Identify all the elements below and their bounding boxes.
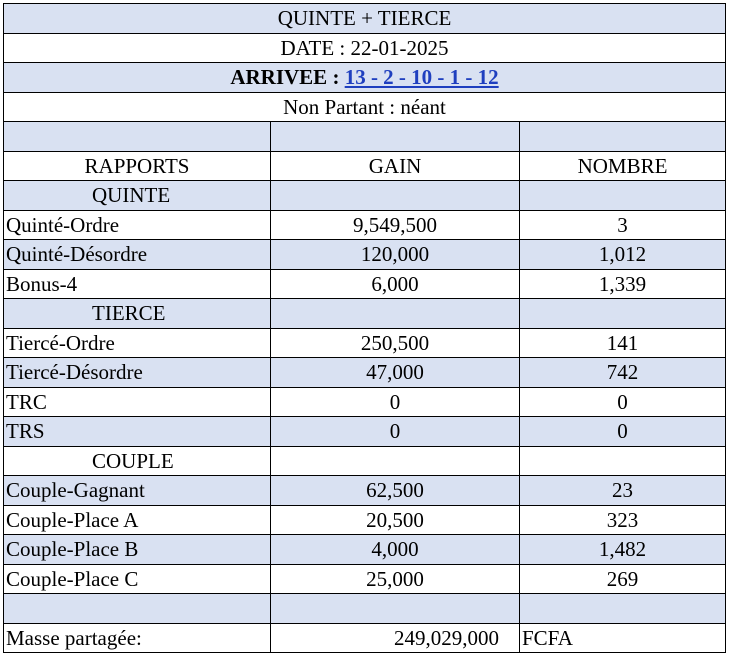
row-gain: 25,000 bbox=[271, 564, 520, 594]
table-row bbox=[4, 358, 726, 388]
table-row bbox=[4, 476, 726, 506]
section-row-quinte bbox=[4, 181, 726, 211]
row-nombre: 323 bbox=[520, 505, 726, 535]
row-label: Couple-Place C bbox=[4, 564, 271, 594]
title-row bbox=[4, 4, 726, 34]
row-nombre: 1,012 bbox=[520, 240, 726, 270]
row-gain: 62,500 bbox=[271, 476, 520, 506]
row-nombre: 0 bbox=[520, 387, 726, 417]
date-row bbox=[4, 33, 726, 63]
section-title-quinte: QUINTE bbox=[4, 181, 271, 211]
col-gain: GAIN bbox=[271, 151, 520, 181]
table-row bbox=[4, 564, 726, 594]
arrivee bbox=[4, 63, 726, 93]
non-partant-row bbox=[4, 92, 726, 122]
row-nombre: 1,482 bbox=[520, 535, 726, 565]
table-row bbox=[4, 505, 726, 535]
row-nombre: 269 bbox=[520, 564, 726, 594]
row-gain: 6,000 bbox=[271, 269, 520, 299]
section-row-couple bbox=[4, 446, 726, 476]
non-partant: Non Partant : néant bbox=[4, 92, 726, 122]
row-gain: 0 bbox=[271, 387, 520, 417]
table-row bbox=[4, 387, 726, 417]
table-row bbox=[4, 210, 726, 240]
table-row bbox=[4, 535, 726, 565]
section-row-tierce bbox=[4, 299, 726, 329]
row-nombre: 1,339 bbox=[520, 269, 726, 299]
arrivee-label: ARRIVEE : bbox=[230, 65, 345, 90]
column-header-row bbox=[4, 151, 726, 181]
row-label: TRC bbox=[4, 387, 271, 417]
spacer-row bbox=[4, 594, 726, 624]
masse-label: Masse partagée: bbox=[4, 623, 271, 653]
row-label: Couple-Place B bbox=[4, 535, 271, 565]
row-gain: 9,549,500 bbox=[271, 210, 520, 240]
col-nombre: NOMBRE bbox=[520, 151, 726, 181]
row-gain: 20,500 bbox=[271, 505, 520, 535]
row-label: Tiercé-Désordre bbox=[4, 358, 271, 388]
section-title-tierce: TIERCE bbox=[4, 299, 271, 329]
row-gain: 47,000 bbox=[271, 358, 520, 388]
masse-amount: 249,029,000 bbox=[271, 623, 520, 653]
row-gain: 4,000 bbox=[271, 535, 520, 565]
row-gain: 120,000 bbox=[271, 240, 520, 270]
footer-row bbox=[4, 623, 726, 653]
arrivee-row bbox=[4, 63, 726, 93]
col-rapports: RAPPORTS bbox=[4, 151, 271, 181]
row-label: Tiercé-Ordre bbox=[4, 328, 271, 358]
section-title-couple: COUPLE bbox=[4, 446, 271, 476]
row-nombre: 3 bbox=[520, 210, 726, 240]
row-label: Bonus-4 bbox=[4, 269, 271, 299]
row-label: Couple-Place A bbox=[4, 505, 271, 535]
row-label: Couple-Gagnant bbox=[4, 476, 271, 506]
spacer-row bbox=[4, 122, 726, 152]
row-label: TRS bbox=[4, 417, 271, 447]
arrivee-link[interactable]: 13 - 2 - 10 - 1 - 12 bbox=[344, 65, 499, 90]
race-date: DATE : 22-01-2025 bbox=[4, 33, 726, 63]
row-nombre: 23 bbox=[520, 476, 726, 506]
table-row bbox=[4, 328, 726, 358]
row-nombre: 742 bbox=[520, 358, 726, 388]
row-label: Quinté-Ordre bbox=[4, 210, 271, 240]
results-table bbox=[3, 3, 726, 653]
table-row bbox=[4, 269, 726, 299]
row-gain: 250,500 bbox=[271, 328, 520, 358]
row-nombre: 0 bbox=[520, 417, 726, 447]
masse-currency: FCFA bbox=[520, 623, 726, 653]
row-nombre: 141 bbox=[520, 328, 726, 358]
row-label: Quinté-Désordre bbox=[4, 240, 271, 270]
table-row bbox=[4, 417, 726, 447]
table-row bbox=[4, 240, 726, 270]
race-title: QUINTE + TIERCE bbox=[4, 4, 726, 34]
row-gain: 0 bbox=[271, 417, 520, 447]
